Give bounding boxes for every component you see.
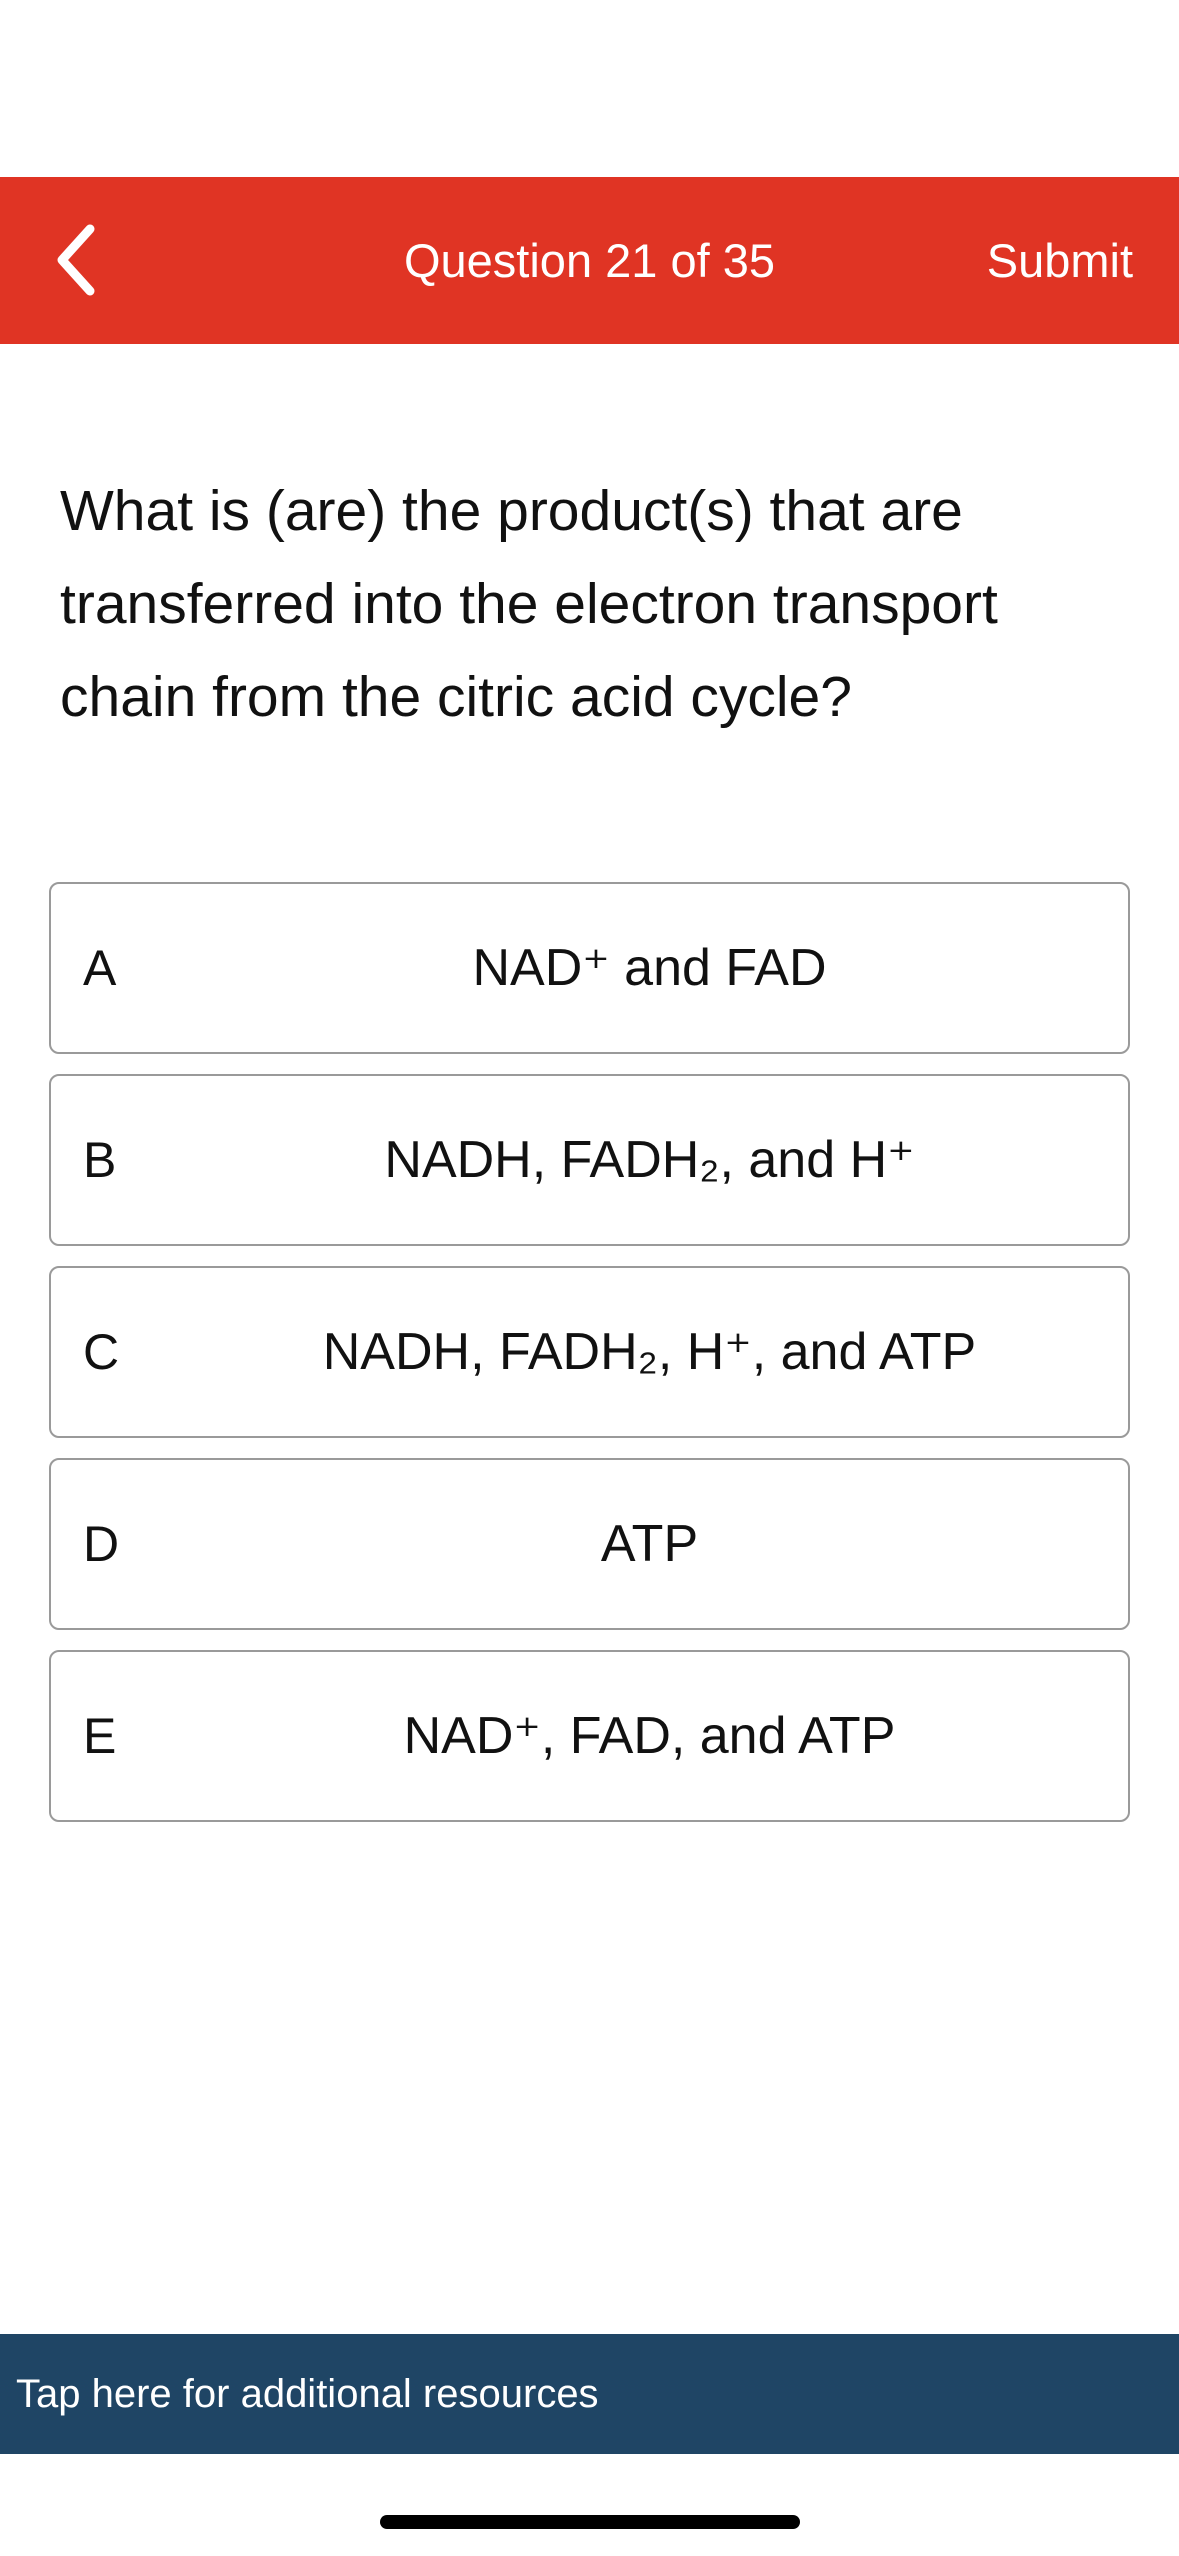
option-text: NAD⁺ and FAD	[472, 939, 827, 997]
answer-options	[49, 882, 1130, 1842]
chevron-left-icon	[48, 215, 108, 305]
option-letter: B	[83, 1132, 117, 1188]
option-letter: C	[83, 1324, 120, 1380]
option-letter: D	[83, 1516, 120, 1572]
option-d[interactable]	[49, 1458, 1130, 1630]
submit-button[interactable]: Submit	[986, 234, 1133, 287]
option-b[interactable]	[49, 1074, 1130, 1246]
option-text: NAD⁺, FAD, and ATP	[403, 1707, 896, 1765]
question-text: What is (are) the product(s) that are transferred into the electron transport chain from the citric acid cycle?	[60, 479, 998, 729]
additional-resources-button[interactable]	[0, 2334, 1179, 2454]
option-text: NADH, FADH₂, H⁺, and ATP	[322, 1323, 977, 1381]
option-letter: A	[83, 940, 117, 996]
page-title: Question 21 of 35	[403, 234, 776, 287]
home-indicator[interactable]	[380, 2515, 800, 2529]
option-text: NADH, FADH₂, and H⁺	[384, 1131, 915, 1189]
option-letter: E	[83, 1708, 117, 1764]
additional-resources-label: Tap here for additional resources	[16, 2372, 599, 2416]
option-e[interactable]	[49, 1650, 1130, 1822]
option-c[interactable]	[49, 1266, 1130, 1438]
top-bar	[0, 177, 1179, 344]
status-bar-area	[0, 0, 1179, 177]
option-text: ATP	[600, 1515, 699, 1573]
back-button[interactable]	[48, 215, 128, 305]
option-a[interactable]	[49, 882, 1130, 1054]
